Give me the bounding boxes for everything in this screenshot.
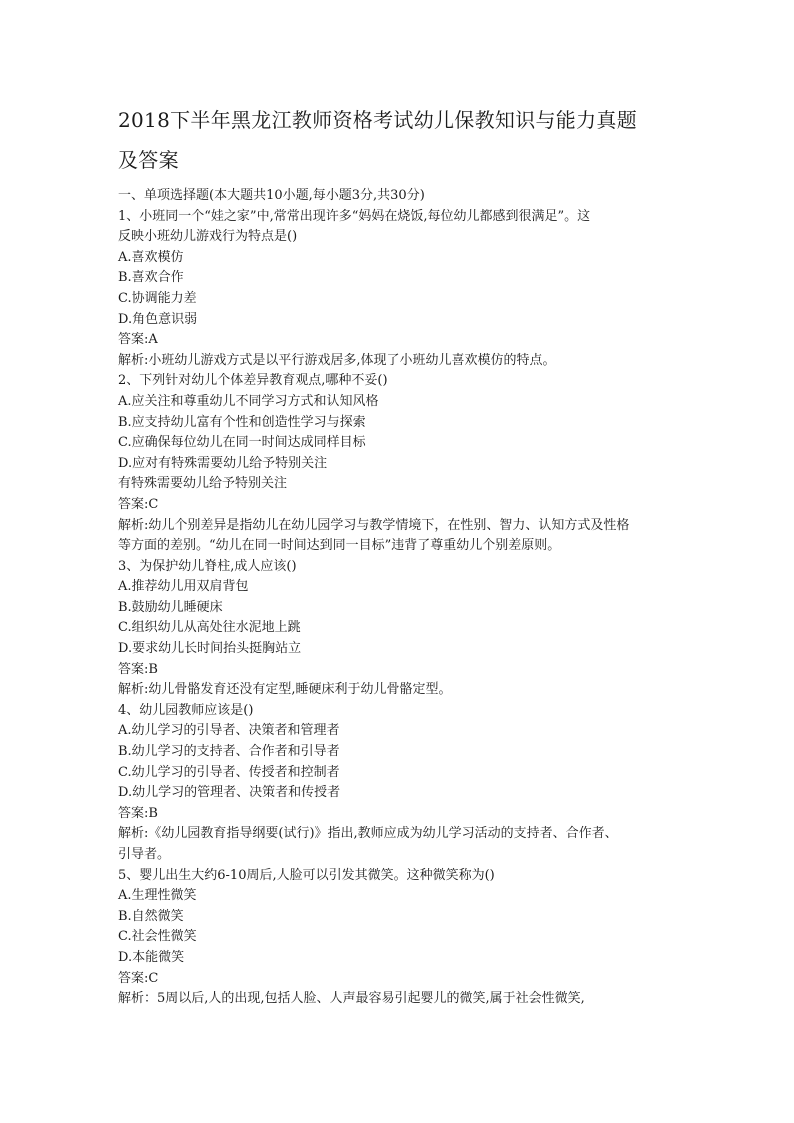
text-line: 解析:幼儿个别差异是指幼儿在幼儿园学习与教学情境下，在性别、智力、认知方式及性格 bbox=[118, 517, 630, 533]
text-line: C.协调能力差 bbox=[118, 290, 197, 306]
document-title-line-2: 及答案 bbox=[118, 148, 179, 172]
text-line: A.喜欢模仿 bbox=[118, 249, 184, 265]
text-line: D.本能微笑 bbox=[118, 949, 185, 965]
document-title-line-1: 2018下半年黑龙江教师资格考试幼儿保教知识与能力真题 bbox=[118, 108, 637, 132]
text-line: D.应对有特殊需要幼儿给予特别关注 bbox=[118, 455, 328, 471]
text-line: D.角色意识弱 bbox=[118, 311, 198, 327]
text-line: C.应确保每位幼儿在同一时间达成同样目标 bbox=[118, 435, 366, 451]
text-line: 答案:A bbox=[118, 332, 158, 348]
text-line: A.应关注和尊重幼儿不同学习方式和认知风格 bbox=[118, 393, 379, 409]
text-line: 解析：5周以后,人的出现,包括人脸、人声最容易引起婴儿的微笑,属于社会性微笑, bbox=[118, 991, 585, 1007]
section-heading: 一、单项选择题(本大题共10小题,每小题3分,共30分) bbox=[118, 188, 425, 203]
text-line: C.组织幼儿从高处往水泥地上跳 bbox=[118, 620, 301, 636]
text-line: 答案:B bbox=[118, 661, 158, 677]
text-line: 2、下列针对幼儿个体差异教育观点,哪种不妥() bbox=[118, 373, 388, 389]
text-line: D.要求幼儿长时间抬头挺胸站立 bbox=[118, 641, 302, 657]
document-page bbox=[118, 100, 678, 1010]
text-line: B.幼儿学习的支持者、合作者和引导者 bbox=[118, 744, 340, 760]
text-line: C.社会性微笑 bbox=[118, 929, 197, 945]
text-line: 3、为保护幼儿脊柱,成人应该() bbox=[118, 558, 297, 574]
text-line: 答案:C bbox=[118, 496, 159, 512]
text-line: 引导者。 bbox=[118, 847, 171, 862]
text-line: B.鼓励幼儿睡硬床 bbox=[118, 599, 223, 615]
text-line: B.应支持幼儿富有个性和创造性学习与探索 bbox=[118, 414, 366, 430]
text-line: 解析:小班幼儿游戏方式是以平行游戏居多,体现了小班幼儿喜欢模仿的特点。 bbox=[118, 352, 556, 368]
text-line: D.幼儿学习的管理者、决策者和传授者 bbox=[118, 785, 341, 801]
text-line: B.喜欢合作 bbox=[118, 270, 184, 286]
text-line: 答案:B bbox=[118, 805, 158, 821]
text-line: 解析:《幼儿园教育指导纲要(试行)》指出,教师应成为幼儿学习活动的支持者、合作者、 bbox=[118, 826, 618, 842]
text-line: 解析:幼儿骨骼发育还没有定型,睡硬床利于幼儿骨骼定型。 bbox=[118, 682, 452, 698]
text-line: 答案:C bbox=[118, 970, 159, 986]
text-line: 反映小班幼儿游戏行为特点是() bbox=[118, 229, 298, 245]
text-line: A.推荐幼儿用双肩背包 bbox=[118, 579, 249, 595]
text-line: 4、幼儿园教师应该是() bbox=[118, 702, 254, 718]
text-line: 有特殊需要幼儿给予特别关注 bbox=[118, 476, 288, 492]
text-line: 等方面的差别。“幼儿在同一时间达到同一目标”违背了尊重幼儿个别差原则。 bbox=[118, 538, 561, 554]
text-line: B.自然微笑 bbox=[118, 908, 184, 924]
text-line: A.生理性微笑 bbox=[118, 888, 197, 904]
text-line: C.幼儿学习的引导者、传授者和控制者 bbox=[118, 764, 340, 780]
text-line: 5、婴儿出生大约6-10周后,人脸可以引发其微笑。这种微笑称为() bbox=[118, 867, 495, 883]
text-line: A.幼儿学习的引导者、决策者和管理者 bbox=[118, 723, 340, 739]
text-line: 1、小班同一个“娃之家”中,常常出现许多“妈妈在烧饭,每位幼儿都感到很满足”。这 bbox=[118, 208, 591, 224]
document-body bbox=[118, 207, 678, 1010]
